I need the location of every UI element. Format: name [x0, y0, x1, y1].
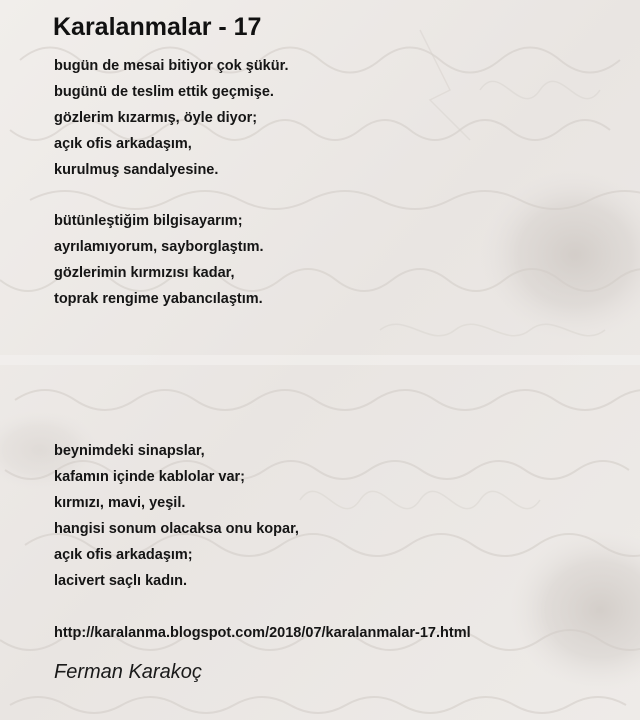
stanza-2 [54, 208, 264, 312]
poem-line: açık ofis arkadaşım; [54, 547, 193, 563]
poem-line: kırmızı, mavi, yeşil. [54, 495, 186, 511]
author-name: Ferman Karakoç [54, 661, 202, 683]
stanza-1 [54, 53, 288, 183]
poem-line: lacivert saçlı kadın. [54, 573, 187, 589]
poem-line: bütünleştiğim bilgisayarım; [54, 213, 243, 229]
poem-line: kurulmuş sandalyesine. [54, 162, 219, 178]
poem-line: bugünü de teslim ettik geçmişe. [54, 84, 274, 100]
poem-line: ayrılamıyorum, sayborglaştım. [54, 239, 264, 255]
poem-line: gözlerimin kırmızısı kadar, [54, 265, 235, 281]
poem-line: gözlerim kızarmış, öyle diyor; [54, 110, 258, 126]
poem-line: kafamın içinde kablolar var; [54, 469, 245, 485]
poem-line: beynimdeki sinapslar, [54, 443, 205, 459]
poem-line: toprak rengime yabancılaştım. [54, 291, 263, 307]
poem-title: Karalanmalar - 17 [53, 13, 262, 41]
source-url: http://karalanma.blogspot.com/2018/07/karalanmalar-17.html [54, 625, 471, 641]
poem-line: bugün de mesai bitiyor çok şükür. [54, 58, 289, 74]
stanza-3 [54, 438, 299, 594]
poem-line: hangisi sonum olacaksa onu kopar, [54, 521, 299, 537]
poem-line: açık ofis arkadaşım, [54, 136, 192, 152]
